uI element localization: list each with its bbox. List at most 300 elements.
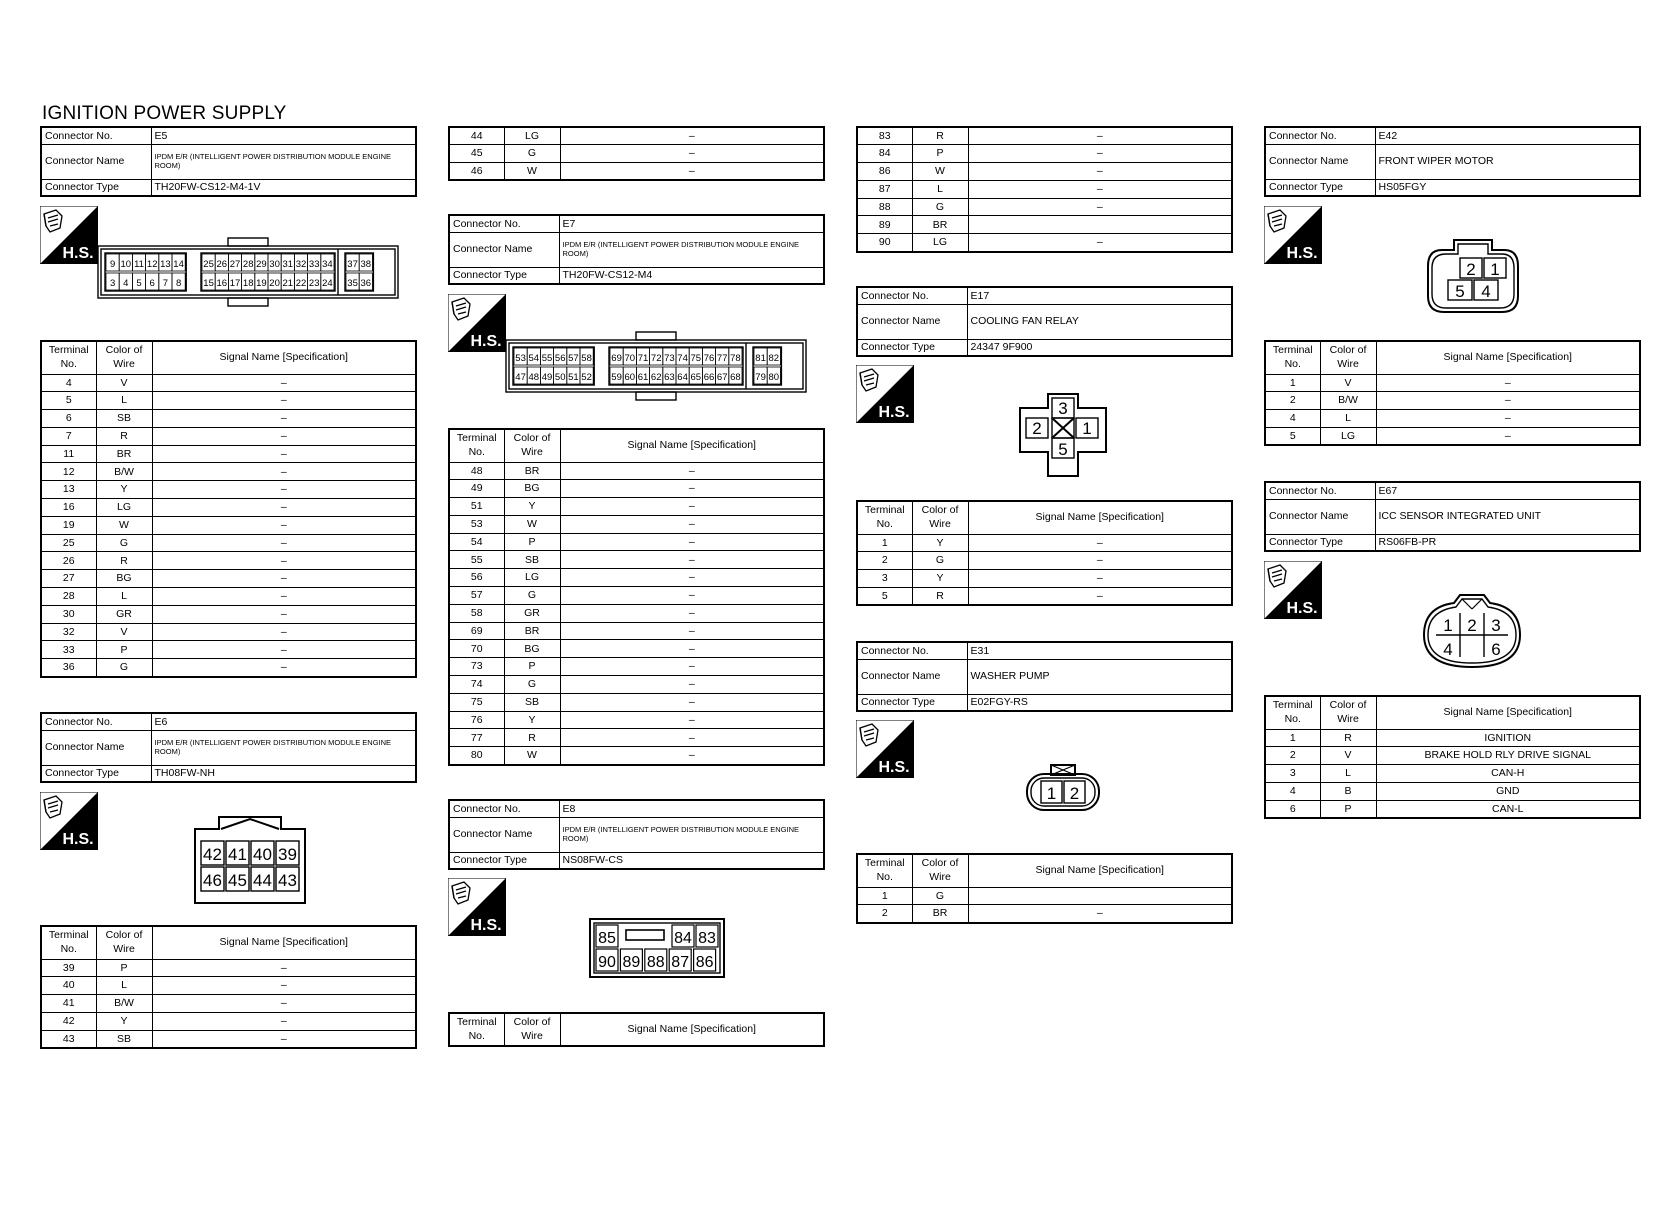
wire-color-cell: BG bbox=[504, 640, 560, 658]
connector-type-label: Connector Type bbox=[1265, 534, 1375, 551]
signal-name-header: Signal Name [Specification] bbox=[1376, 341, 1640, 374]
terminal-no-cell: 4 bbox=[1265, 410, 1320, 428]
wire-color-cell: L bbox=[96, 977, 152, 995]
table-row bbox=[857, 887, 1232, 905]
terminal-table-e17 bbox=[856, 500, 1233, 606]
connector-info-e42 bbox=[1264, 126, 1641, 197]
pin-label: 27 bbox=[229, 259, 241, 270]
hs-label: H.S. bbox=[62, 245, 94, 262]
connector-info-table bbox=[856, 286, 1233, 357]
table-row bbox=[449, 462, 824, 480]
signal-name-cell: – bbox=[152, 570, 416, 588]
hand-symbol-icon bbox=[40, 206, 98, 264]
table-row bbox=[449, 693, 824, 711]
terminal-no-cell: 26 bbox=[41, 552, 96, 570]
signal-name-cell: – bbox=[968, 587, 1232, 605]
signal-name-cell: – bbox=[152, 463, 416, 481]
wire-color-cell: BR bbox=[504, 462, 560, 480]
wire-color-cell: P bbox=[504, 658, 560, 676]
connector-name-label: Connector Name bbox=[41, 730, 151, 765]
terminal-no-cell: 45 bbox=[449, 145, 504, 163]
pin-label: 78 bbox=[730, 353, 741, 364]
hs-label: H.S. bbox=[878, 759, 910, 776]
signal-name-cell: – bbox=[152, 410, 416, 428]
terminal-no-cell: 16 bbox=[41, 499, 96, 517]
connector-name-label: Connector Name bbox=[41, 144, 151, 179]
wire-color-cell: Y bbox=[912, 534, 968, 552]
signal-name-cell: – bbox=[152, 392, 416, 410]
connector-info-e67 bbox=[1264, 481, 1641, 552]
signal-name-cell: – bbox=[560, 587, 824, 605]
signal-name-cell: – bbox=[560, 480, 824, 498]
signal-name-cell: CAN-H bbox=[1376, 765, 1640, 783]
pin-label: 65 bbox=[690, 372, 702, 383]
table-row bbox=[1265, 747, 1640, 765]
signal-name-cell: – bbox=[1376, 410, 1640, 428]
connector-name-value: IPDM E/R (INTELLIGENT POWER DISTRIBUTION MODULE ENGINE ROOM) bbox=[151, 730, 416, 765]
hs-label: H.S. bbox=[1286, 245, 1318, 262]
signal-name-cell: – bbox=[560, 729, 824, 747]
connector-type-value: E02FGY-RS bbox=[967, 694, 1232, 711]
signal-name-cell: – bbox=[968, 163, 1232, 181]
signal-name-cell: – bbox=[560, 145, 824, 163]
connector-type-label: Connector Type bbox=[1265, 179, 1375, 196]
wire-color-cell: P bbox=[96, 641, 152, 659]
connector-info-table bbox=[448, 214, 825, 285]
terminal-no-cell: 3 bbox=[1265, 765, 1320, 783]
terminal-table bbox=[856, 126, 1233, 253]
terminal-no-cell: 83 bbox=[857, 127, 912, 145]
hand-symbol-icon bbox=[856, 365, 914, 423]
signal-name-cell: – bbox=[968, 570, 1232, 588]
connector-type-value: RS06FB-PR bbox=[1375, 534, 1640, 551]
connector-name-label: Connector Name bbox=[449, 817, 559, 852]
signal-name-cell: – bbox=[968, 905, 1232, 923]
terminal-no-header: Terminal No. bbox=[41, 926, 96, 959]
terminal-no-cell: 58 bbox=[449, 604, 504, 622]
pin-label: 31 bbox=[282, 259, 294, 270]
pin-label: 80 bbox=[768, 372, 780, 383]
signal-name-cell: IGNITION bbox=[1376, 729, 1640, 747]
pin-label: 50 bbox=[554, 372, 566, 383]
table-row bbox=[449, 515, 824, 533]
pin-label: 33 bbox=[308, 259, 320, 270]
terminal-no-cell: 46 bbox=[449, 163, 504, 181]
pin-label: 87 bbox=[671, 954, 690, 971]
table-row bbox=[449, 533, 824, 551]
pin-label: 15 bbox=[203, 278, 214, 289]
wire-color-cell: BG bbox=[504, 480, 560, 498]
wire-color-cell: P bbox=[912, 145, 968, 163]
hand-symbol-icon bbox=[1264, 561, 1322, 619]
signal-name-cell: – bbox=[152, 588, 416, 606]
signal-name-cell: – bbox=[560, 693, 824, 711]
pin-label: 43 bbox=[278, 871, 297, 890]
table-row bbox=[41, 427, 416, 445]
wire-color-cell: P bbox=[96, 959, 152, 977]
signal-name-cell: – bbox=[560, 569, 824, 587]
terminal-no-cell: 1 bbox=[857, 887, 912, 905]
signal-name-cell: – bbox=[560, 622, 824, 640]
connector-e31-diagram bbox=[1023, 762, 1103, 814]
terminal-no-cell: 43 bbox=[41, 1030, 96, 1048]
pin-label: 1 bbox=[1443, 616, 1453, 635]
table-row bbox=[449, 127, 824, 145]
terminal-no-cell: 11 bbox=[41, 445, 96, 463]
pin-label: 22 bbox=[295, 278, 307, 289]
wire-color-cell: L bbox=[1320, 765, 1376, 783]
connector-e7-diagram bbox=[504, 330, 809, 402]
terminal-no-cell: 1 bbox=[1265, 374, 1320, 392]
wire-color-cell: B/W bbox=[96, 463, 152, 481]
pin-label: 2 bbox=[1032, 419, 1042, 438]
table-row bbox=[1265, 765, 1640, 783]
table-row bbox=[41, 959, 416, 977]
wire-color-cell: L bbox=[1320, 410, 1376, 428]
connector-info-table bbox=[448, 799, 825, 870]
connector-info-e31 bbox=[856, 641, 1233, 712]
signal-name-cell: – bbox=[560, 533, 824, 551]
connector-name-value: FRONT WIPER MOTOR bbox=[1375, 144, 1640, 179]
signal-name-cell: – bbox=[968, 534, 1232, 552]
pin-label: 5 bbox=[1455, 282, 1465, 301]
signal-name-cell: – bbox=[560, 515, 824, 533]
table-row bbox=[41, 374, 416, 392]
table-row bbox=[1265, 729, 1640, 747]
hs-label: H.S. bbox=[1286, 600, 1318, 617]
pin-label: 70 bbox=[624, 353, 636, 364]
terminal-no-cell: 3 bbox=[857, 570, 912, 588]
wire-color-cell: G bbox=[96, 659, 152, 677]
wire-color-cell: Y bbox=[96, 481, 152, 499]
pin-label: 16 bbox=[216, 278, 228, 289]
wire-color-cell: Y bbox=[504, 498, 560, 516]
table-header-row bbox=[857, 501, 1232, 534]
terminal-table-e7 bbox=[448, 428, 825, 766]
pin-label: 90 bbox=[598, 954, 616, 971]
terminal-table-e6 bbox=[40, 925, 417, 1049]
terminal-no-cell: 42 bbox=[41, 1012, 96, 1030]
pin-label: 2 bbox=[1466, 260, 1476, 279]
color-of-wire-header: Color of Wire bbox=[912, 854, 968, 887]
wire-color-cell: B bbox=[1320, 782, 1376, 800]
table-row bbox=[449, 604, 824, 622]
pin-label: 35 bbox=[347, 278, 358, 289]
terminal-no-cell: 2 bbox=[857, 905, 912, 923]
hs-label: H.S. bbox=[470, 333, 502, 350]
signal-name-cell: – bbox=[968, 127, 1232, 145]
terminal-table-e5-continued bbox=[448, 126, 825, 181]
hs-label: H.S. bbox=[62, 831, 94, 848]
terminal-no-cell: 2 bbox=[1265, 747, 1320, 765]
pin-label: 3 bbox=[109, 278, 116, 289]
signal-name-cell: BRAKE HOLD RLY DRIVE SIGNAL bbox=[1376, 747, 1640, 765]
table-row bbox=[449, 587, 824, 605]
terminal-table bbox=[40, 340, 417, 678]
connector-info-table bbox=[856, 641, 1233, 712]
connector-number-label: Connector No. bbox=[41, 127, 151, 144]
signal-name-cell: – bbox=[152, 481, 416, 499]
pin-label: 75 bbox=[690, 353, 702, 364]
wire-color-cell: GR bbox=[504, 604, 560, 622]
pin-label: 39 bbox=[278, 845, 297, 864]
connector-name-value: IPDM E/R (INTELLIGENT POWER DISTRIBUTION MODULE ENGINE ROOM) bbox=[559, 232, 824, 267]
table-row bbox=[449, 551, 824, 569]
pin-label: 23 bbox=[308, 278, 320, 289]
table-row bbox=[857, 587, 1232, 605]
pin-label: 36 bbox=[360, 278, 372, 289]
pin-label: 29 bbox=[256, 259, 267, 270]
signal-name-cell bbox=[968, 887, 1232, 905]
pin-label: 45 bbox=[228, 871, 247, 890]
connector-number-label: Connector No. bbox=[41, 713, 151, 730]
pin-label: 52 bbox=[581, 372, 592, 383]
terminal-no-cell: 90 bbox=[857, 234, 912, 252]
terminal-no-cell: 51 bbox=[449, 498, 504, 516]
table-row bbox=[857, 163, 1232, 181]
terminal-no-cell: 40 bbox=[41, 977, 96, 995]
terminal-table-e42 bbox=[1264, 340, 1641, 446]
wire-color-cell: B/W bbox=[96, 995, 152, 1013]
terminal-no-cell: 2 bbox=[1265, 392, 1320, 410]
terminal-no-cell: 53 bbox=[449, 515, 504, 533]
table-row bbox=[449, 569, 824, 587]
signal-name-cell: – bbox=[968, 145, 1232, 163]
terminal-no-cell: 4 bbox=[1265, 782, 1320, 800]
terminal-table-e67 bbox=[1264, 695, 1641, 819]
wire-color-cell: B/W bbox=[1320, 392, 1376, 410]
table-row bbox=[41, 977, 416, 995]
signal-name-cell: – bbox=[968, 198, 1232, 216]
signal-name-cell: – bbox=[560, 604, 824, 622]
pin-label: 56 bbox=[554, 353, 566, 364]
wire-color-cell: SB bbox=[96, 1030, 152, 1048]
terminal-no-cell: 89 bbox=[857, 216, 912, 234]
table-row bbox=[1265, 800, 1640, 818]
signal-name-cell: – bbox=[152, 445, 416, 463]
table-row bbox=[41, 659, 416, 677]
table-row bbox=[41, 605, 416, 623]
wire-color-cell: P bbox=[504, 533, 560, 551]
pin-label: 26 bbox=[216, 259, 228, 270]
terminal-no-cell: 4 bbox=[41, 374, 96, 392]
table-row bbox=[857, 570, 1232, 588]
terminal-no-cell: 73 bbox=[449, 658, 504, 676]
table-row bbox=[857, 216, 1232, 234]
wire-color-cell: W bbox=[912, 163, 968, 181]
connector-name-label: Connector Name bbox=[857, 304, 967, 339]
pin-label: 44 bbox=[253, 871, 272, 890]
pin-label: 54 bbox=[528, 353, 540, 364]
color-of-wire-header: Color of Wire bbox=[1320, 341, 1376, 374]
pin-label: 14 bbox=[173, 259, 184, 270]
terminal-no-cell: 80 bbox=[449, 747, 504, 765]
terminal-no-cell: 5 bbox=[1265, 427, 1320, 445]
table-row bbox=[1265, 374, 1640, 392]
table-row bbox=[41, 1012, 416, 1030]
connector-info-table bbox=[1264, 126, 1641, 197]
wire-color-cell: R bbox=[912, 127, 968, 145]
signal-name-header: Signal Name [Specification] bbox=[1376, 696, 1640, 729]
terminal-no-header: Terminal No. bbox=[449, 429, 504, 462]
signal-name-header: Signal Name [Specification] bbox=[560, 1013, 824, 1046]
signal-name-cell: – bbox=[560, 163, 824, 181]
table-row bbox=[857, 534, 1232, 552]
pin-label: 32 bbox=[295, 259, 307, 270]
signal-name-cell: – bbox=[560, 462, 824, 480]
pin-label: 72 bbox=[650, 353, 662, 364]
terminal-no-cell: 48 bbox=[449, 462, 504, 480]
terminal-table-e8-header bbox=[448, 1012, 825, 1047]
wire-color-cell: L bbox=[96, 588, 152, 606]
terminal-no-cell: 12 bbox=[41, 463, 96, 481]
wire-color-cell: LG bbox=[1320, 427, 1376, 445]
connector-number-label: Connector No. bbox=[857, 642, 967, 659]
color-of-wire-header: Color of Wire bbox=[96, 926, 152, 959]
wire-color-cell: Y bbox=[504, 711, 560, 729]
wire-color-cell: W bbox=[96, 516, 152, 534]
connector-number-label: Connector No. bbox=[449, 800, 559, 817]
pin-label: 59 bbox=[611, 372, 622, 383]
connector-type-value: NS08FW-CS bbox=[559, 852, 824, 869]
signal-name-cell: – bbox=[152, 959, 416, 977]
table-row bbox=[41, 552, 416, 570]
table-row bbox=[449, 658, 824, 676]
terminal-no-cell: 32 bbox=[41, 623, 96, 641]
pin-label: 76 bbox=[703, 353, 715, 364]
signal-name-cell: – bbox=[152, 623, 416, 641]
terminal-table-e8 bbox=[856, 126, 1233, 253]
pin-label: 1 bbox=[1082, 419, 1092, 438]
terminal-no-cell: 69 bbox=[449, 622, 504, 640]
terminal-no-cell: 13 bbox=[41, 481, 96, 499]
connector-e5-diagram bbox=[96, 236, 401, 308]
connector-number-value: E17 bbox=[967, 287, 1232, 304]
pin-label: 3 bbox=[1491, 616, 1501, 635]
color-of-wire-header: Color of Wire bbox=[912, 501, 968, 534]
table-row bbox=[857, 552, 1232, 570]
connector-e6-diagram bbox=[191, 815, 309, 907]
wire-color-cell: L bbox=[912, 180, 968, 198]
table-row bbox=[449, 145, 824, 163]
connector-number-label: Connector No. bbox=[449, 215, 559, 232]
pin-label: 12 bbox=[146, 259, 158, 270]
terminal-no-cell: 6 bbox=[1265, 800, 1320, 818]
connector-info-e8 bbox=[448, 799, 825, 870]
table-row bbox=[449, 163, 824, 181]
connector-name-value: IPDM E/R (INTELLIGENT POWER DISTRIBUTION MODULE ENGINE ROOM) bbox=[151, 144, 416, 179]
terminal-no-cell: 39 bbox=[41, 959, 96, 977]
wire-color-cell: G bbox=[912, 552, 968, 570]
connector-e42-diagram bbox=[1424, 236, 1522, 316]
pin-label: 58 bbox=[581, 353, 592, 364]
terminal-table bbox=[448, 1012, 825, 1047]
terminal-no-cell: 36 bbox=[41, 659, 96, 677]
signal-name-cell: – bbox=[1376, 392, 1640, 410]
color-of-wire-header: Color of Wire bbox=[504, 1013, 560, 1046]
wire-color-cell: BR bbox=[912, 905, 968, 923]
terminal-table bbox=[1264, 695, 1641, 819]
connector-name-label: Connector Name bbox=[857, 659, 967, 694]
wire-color-cell: V bbox=[1320, 374, 1376, 392]
wire-color-cell: L bbox=[96, 392, 152, 410]
terminal-no-cell: 84 bbox=[857, 145, 912, 163]
connector-number-value: E8 bbox=[559, 800, 824, 817]
connector-number-value: E67 bbox=[1375, 482, 1640, 499]
connector-type-label: Connector Type bbox=[857, 694, 967, 711]
pin-label: 77 bbox=[716, 353, 728, 364]
hand-symbol-icon bbox=[448, 878, 506, 936]
signal-name-cell: – bbox=[968, 180, 1232, 198]
pin-label: 88 bbox=[646, 954, 665, 971]
pin-label: 42 bbox=[203, 845, 222, 864]
pin-label: 82 bbox=[768, 353, 780, 364]
connector-number-label: Connector No. bbox=[1265, 127, 1375, 144]
table-row bbox=[449, 729, 824, 747]
terminal-no-cell: 30 bbox=[41, 605, 96, 623]
signal-name-cell: – bbox=[152, 499, 416, 517]
terminal-no-cell: 27 bbox=[41, 570, 96, 588]
table-header-row bbox=[857, 854, 1232, 887]
table-row bbox=[449, 622, 824, 640]
connector-info-e7 bbox=[448, 214, 825, 285]
page-title: IGNITION POWER SUPPLY bbox=[42, 103, 287, 124]
pin-label: 69 bbox=[611, 353, 622, 364]
connector-info-table bbox=[1264, 481, 1641, 552]
wire-color-cell: BR bbox=[504, 622, 560, 640]
wire-color-cell: SB bbox=[504, 551, 560, 569]
wire-color-cell: LG bbox=[504, 569, 560, 587]
terminal-no-cell: 56 bbox=[449, 569, 504, 587]
pin-label: 4 bbox=[1481, 282, 1491, 301]
table-header-row bbox=[41, 341, 416, 374]
connector-number-value: E6 bbox=[151, 713, 416, 730]
terminal-no-cell: 49 bbox=[449, 480, 504, 498]
signal-name-cell: – bbox=[152, 977, 416, 995]
table-row bbox=[41, 534, 416, 552]
pin-label: 25 bbox=[203, 259, 214, 270]
table-row bbox=[857, 145, 1232, 163]
connector-type-label: Connector Type bbox=[41, 765, 151, 782]
table-row bbox=[41, 570, 416, 588]
wire-color-cell: G bbox=[912, 198, 968, 216]
signal-name-cell: – bbox=[152, 659, 416, 677]
pin-label: 63 bbox=[664, 372, 675, 383]
signal-name-header: Signal Name [Specification] bbox=[560, 429, 824, 462]
terminal-no-cell: 87 bbox=[857, 180, 912, 198]
signal-name-cell: – bbox=[560, 551, 824, 569]
table-row bbox=[857, 180, 1232, 198]
wire-color-cell: W bbox=[504, 747, 560, 765]
terminal-no-cell: 41 bbox=[41, 995, 96, 1013]
pin-label: 9 bbox=[109, 259, 116, 270]
signal-name-header: Signal Name [Specification] bbox=[152, 926, 416, 959]
connector-type-value: 24347 9F900 bbox=[967, 339, 1232, 356]
pin-label: 41 bbox=[228, 845, 247, 864]
wire-color-cell: V bbox=[1320, 747, 1376, 765]
connector-type-label: Connector Type bbox=[857, 339, 967, 356]
terminal-no-cell: 74 bbox=[449, 676, 504, 694]
pin-label: 51 bbox=[568, 372, 579, 383]
table-row bbox=[1265, 410, 1640, 428]
table-row bbox=[41, 623, 416, 641]
wire-color-cell: LG bbox=[504, 127, 560, 145]
connector-type-value: TH08FW-NH bbox=[151, 765, 416, 782]
connector-type-label: Connector Type bbox=[41, 179, 151, 196]
connector-number-value: E7 bbox=[559, 215, 824, 232]
connector-info-table bbox=[40, 126, 417, 197]
pin-label: 30 bbox=[269, 259, 280, 270]
